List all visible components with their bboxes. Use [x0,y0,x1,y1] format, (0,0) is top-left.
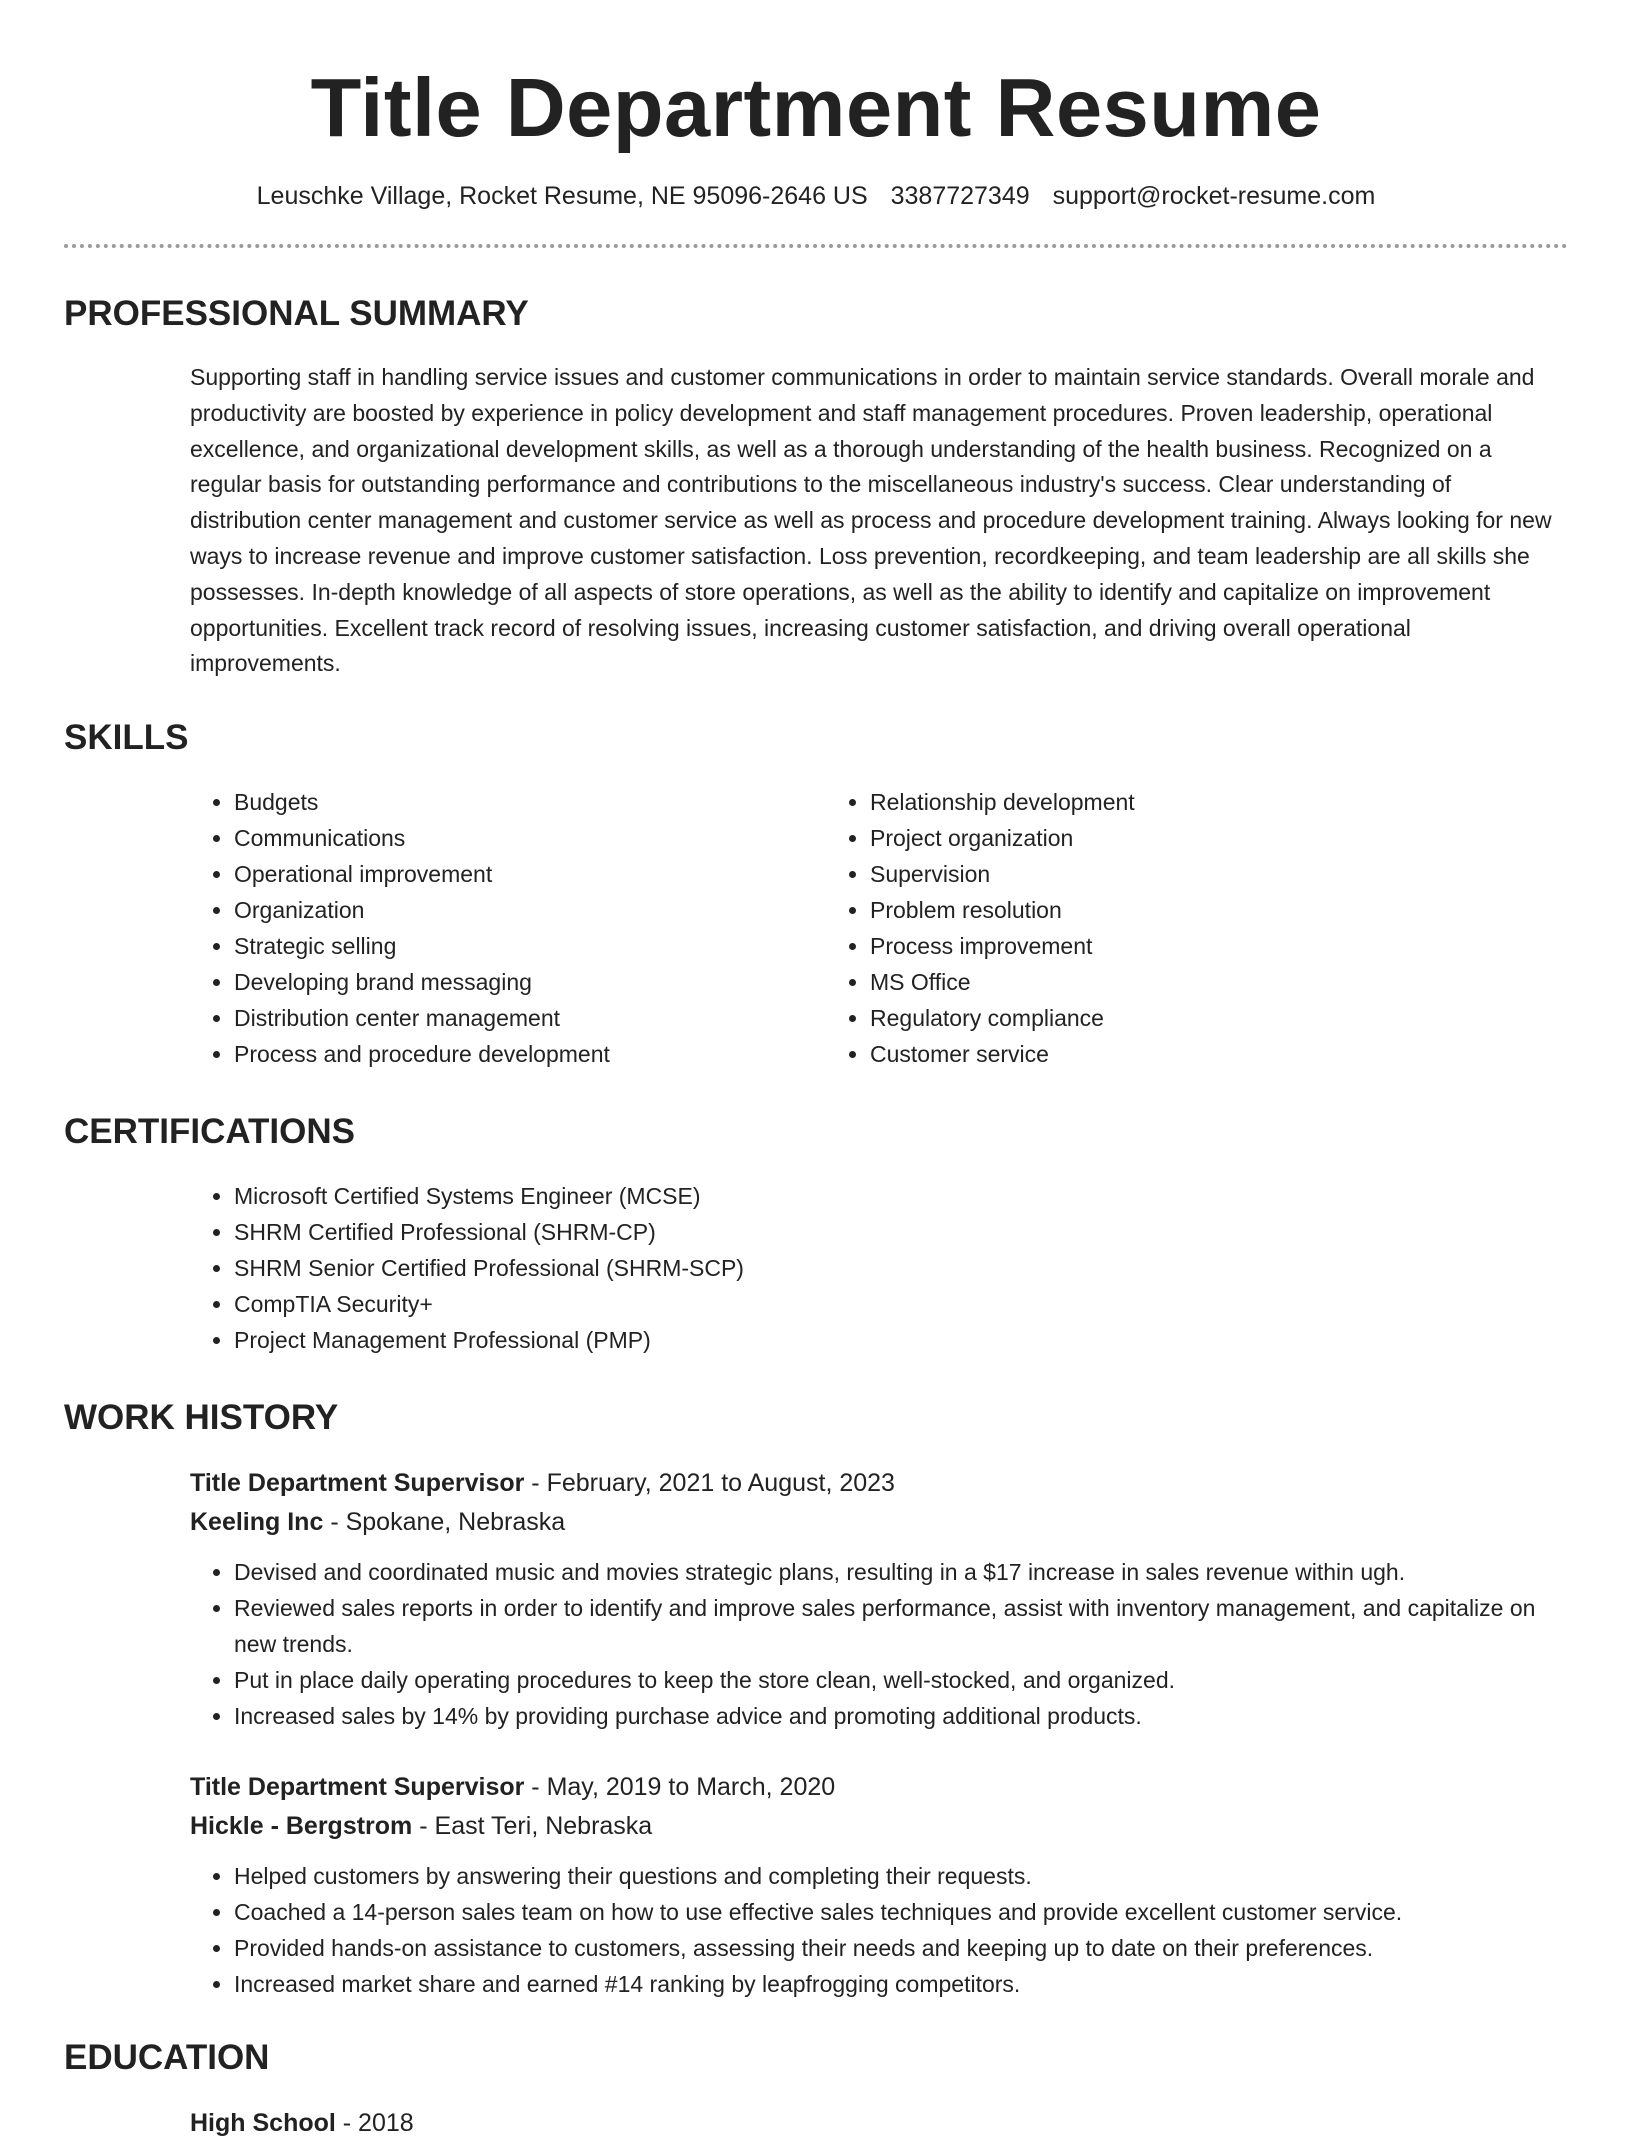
job-company-line [190,1807,1568,1846]
education-year: - 2018 [335,2109,414,2138]
job-bullet: • Increased market share and earned #14 ranking by leapfrogging competitors. [234,1966,1574,2002]
job-bullet: • Increased sales by 14% by providing purchase advice and promoting additional products. [234,1698,1574,1734]
job-company-line [190,1503,1568,1542]
job-bullet: • Devised and coordinated music and movies strategic plans, resulting in a $17 increase in sales revenue within ugh. [234,1554,1574,1590]
skill-item: • Supervision [870,856,1466,892]
education-entry [190,2104,1568,2143]
job-dates: - May, 2019 to March, 2020 [524,1773,836,1802]
job-bullets-wrap [190,1858,1568,2002]
summary-heading: PROFESSIONAL SUMMARY [64,294,529,333]
job-title: Title Department Supervisor [190,1773,525,1802]
job-bullet: • Put in place daily operating procedures to keep the store clean, well-stocked, and organized. [234,1662,1574,1698]
contact-phone: 3387727349 [890,182,1030,210]
summary-section [64,292,1568,682]
job-bullets [190,1554,1574,1734]
skill-item: • Strategic selling [234,928,826,964]
skill-item: • MS Office [870,964,1466,1000]
skills-list-right [826,784,1466,1072]
skill-item: • Operational improvement [234,856,826,892]
job-entry [190,1464,1568,1734]
job-company: Keeling Inc [190,1508,324,1537]
certifications-heading: CERTIFICATIONS [64,1112,356,1152]
job-bullet: • Coached a 14-person sales team on how to use effective sales techniques and provide excellent customer service. [234,1894,1574,1930]
job-company: Hickle - Bergstrom [190,1812,413,1841]
job-location: - East Teri, Nebraska [412,1812,653,1841]
skills-list-left [190,784,826,1072]
job-bullet: • Reviewed sales reports in order to identify and improve sales performance, assist with inventory management, and capitalize on new trends. [234,1590,1574,1662]
certifications-list-wrap [190,1178,1568,1358]
certification-item: • SHRM Certified Professional (SHRM-CP) [234,1214,1568,1250]
skill-item: • Distribution center management [234,1000,826,1036]
job-entry [190,1768,1568,2002]
job-bullet: • Provided hands-on assistance to customers, assessing their needs and keeping up to date on their preferences. [234,1930,1574,1966]
contact-address: Leuschke Village, Rocket Resume, NE 95096-2646 US [256,182,868,210]
resume-page [64,0,1568,2143]
education-section [64,2036,1568,2143]
skill-item: • Process and procedure development [234,1036,826,1072]
certification-item: • Project Management Professional (PMP) [234,1322,1568,1358]
skill-item: • Customer service [870,1036,1466,1072]
skills-heading: SKILLS [64,718,189,758]
job-title-line [190,1464,1568,1503]
contact-email: support@rocket-resume.com [1052,182,1376,210]
skills-column-left [190,784,826,1072]
page-title: Title Department Resume [310,61,1322,154]
skill-item: • Process improvement [870,928,1466,964]
skill-item: • Relationship development [870,784,1466,820]
certification-item: • Microsoft Certified Systems Engineer (MCSE) [234,1178,1568,1214]
skill-item: • Regulatory compliance [870,1000,1466,1036]
work-history-section [64,1396,1568,2002]
job-location: - Spokane, Nebraska [323,1508,566,1537]
job-bullets [190,1858,1574,2002]
summary-text: Supporting staff in handling service issues and customer communications in order to maintain service standards. Overall morale and productivity are boosted by experience in policy development and staff management procedures. Proven leadership, operational excellence, and organizational development skills, as well as a thorough understanding of the health business. Recognized on a regular basis for outstanding performance and contributions to the miscellaneous industry's success. Clear understanding of distribution center management and customer service as well as process and procedure development training. Always looking for new ways to increase revenue and improve customer satisfaction. Loss prevention, recordkeeping, and team leadership are all skills she possesses. In-depth knowledge of all aspects of store operations, as well as the ability to identify and capitalize on improvement opportunities. Excellent track record of resolving issues, increasing customer satisfaction, and driving overall operational improvements. [190,364,1552,677]
skill-item: • Project organization [870,820,1466,856]
header-divider [64,244,1568,248]
job-bullets-wrap [190,1554,1568,1734]
job-title-line [190,1768,1568,1807]
skills-columns [190,784,1568,1072]
work-history-heading: WORK HISTORY [64,1398,339,1438]
education-heading: EDUCATION [64,2038,270,2078]
job-dates: - February, 2021 to August, 2023 [524,1469,895,1498]
skill-item: • Communications [234,820,826,856]
certifications-section [64,1110,1568,1358]
contact-line [64,180,1568,212]
skills-section [64,716,1568,1072]
skill-item: • Problem resolution [870,892,1466,928]
certification-item: • CompTIA Security+ [234,1286,1568,1322]
skills-column-right [826,784,1466,1072]
skill-item: • Budgets [234,784,826,820]
certifications-list [190,1178,1568,1358]
certification-item: • SHRM Senior Certified Professional (SHRM-SCP) [234,1250,1568,1286]
job-title: Title Department Supervisor [190,1469,525,1498]
education-school: High School [190,2109,336,2138]
skill-item: • Organization [234,892,826,928]
job-bullet: • Helped customers by answering their questions and completing their requests. [234,1858,1574,1894]
skill-item: • Developing brand messaging [234,964,826,1000]
